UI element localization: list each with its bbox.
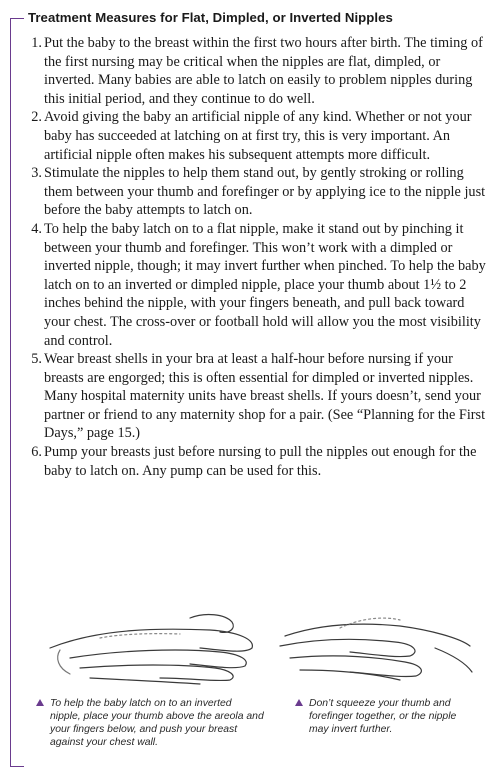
list-item [22,350,490,443]
caption-right [295,697,465,736]
item-text: Pump your breasts just before nursing to pull the nipples out enough for the baby to latch on. Any pump can be used for this. [44,444,477,479]
caption-right-text: Don’t squeeze your thumb and forefinger together, or the nipple may invert further. [309,698,457,735]
item-number: 6. [31,444,42,461]
item-text: Wear breast shells in your bra at least a half-hour before nursing if your breasts are engorged; this is often essential for dimpled or inverted nipples. Many hospital maternity units have breast shells. If yours doesn’t, send your partner or friend to any maternity shop for a pair. (See “Planning for the First Days,” page 15.) [44,351,486,442]
sidebar-frame-top [10,18,24,19]
sidebar-frame-bottom [10,766,24,767]
hand-illustrations [40,588,480,688]
list-item [22,443,490,480]
list-item [22,164,490,220]
item-text: Put the baby to the breast within the first two hours after birth. The timing of the first nursing may be critical when the nipples are flat, dimpled, or inverted. Many babies are able to latch on easily to problem nipples during this initial period, and they continue to do well. [44,35,483,107]
item-number: 4. [31,220,42,237]
triangle-bullet-icon [36,699,44,706]
list-item [22,220,490,350]
item-number: 1. [31,35,42,51]
item-number: 5. [31,351,42,368]
triangle-bullet-icon [295,699,303,706]
hand-illustration-right [280,618,472,680]
item-number: 2. [31,109,42,126]
item-text: To help the baby latch on to a flat nipple, make it stand out by pinching it between your thumb and forefinger. This won’t work with a dimpled or inverted nipple, though; it may invert further when pinched. To help the baby latch on to an inverted or dimpled nipple, place your thumb about 1½ to 2 inches behind the nipple, with your fingers beneath, and pull back toward your chest. The cross-over or football hold will allow you the most visibility and control. [44,220,486,349]
caption-left [36,697,264,749]
list-item [22,108,490,164]
hand-illustration-left [50,615,252,684]
item-text: Avoid giving the baby an artificial nipple of any kind. Whether or not your baby has succeeded at latching on at first try, this is very important. An artificial nipple often makes his subsequent attempts more difficult. [44,109,472,163]
item-number: 3. [31,165,42,182]
section-title: Treatment Measures for Flat, Dimpled, or Inverted Nipples [28,10,393,25]
treatment-list [22,34,490,480]
list-item [22,34,490,108]
caption-left-text: To help the baby latch on to an inverted nipple, place your thumb above the areola and your fingers below, and push your breast against your chest wall. [50,698,264,748]
item-text: Stimulate the nipples to help them stand out, by gently stroking or rolling them between your thumb and forefinger or by applying ice to the nipple just before the baby attempts to latch on. [44,165,486,219]
sidebar-frame-left [10,18,11,766]
